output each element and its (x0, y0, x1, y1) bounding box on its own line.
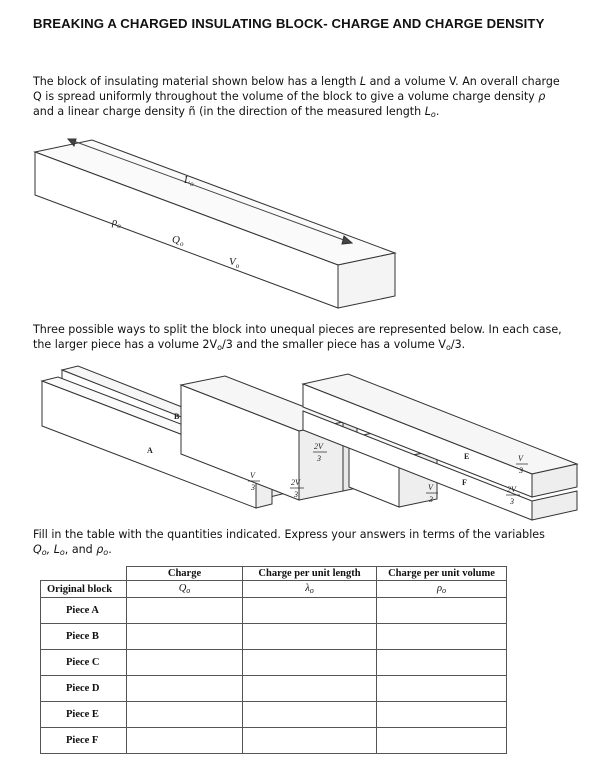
table-row (41, 702, 507, 728)
row-label: Piece C (41, 650, 127, 676)
charge-table (40, 566, 507, 754)
label-length: $L_o$ (184, 174, 194, 188)
svg-text:3: 3 (510, 497, 514, 506)
svg-text:3: 3 (519, 466, 523, 475)
label-piece-f: F (462, 478, 467, 487)
original-charge-cell: $Q_o$ (127, 581, 243, 598)
label-charge: $Q_o$ (172, 234, 184, 248)
svg-text:V: V (428, 483, 433, 492)
answer-cell[interactable] (127, 650, 243, 676)
answer-cell[interactable] (127, 702, 243, 728)
svg-text:3: 3 (251, 483, 255, 492)
answer-cell[interactable] (243, 624, 377, 650)
answer-cell[interactable] (377, 676, 507, 702)
label-rho: $\rho_o$ (112, 216, 121, 230)
svg-text:3: 3 (294, 490, 298, 499)
svg-text:V: V (518, 454, 523, 463)
answer-cell[interactable] (377, 650, 507, 676)
header-charge: Charge (127, 567, 243, 581)
row-label: Original block (41, 581, 127, 598)
answer-cell[interactable] (377, 624, 507, 650)
table-row (41, 581, 507, 598)
table-row (41, 624, 507, 650)
split-paragraph: Three possible ways to split the block into unequal pieces are represented below. In each case, the larger piece has a volume $2V_o/3$ and the smaller piece has a volume $V_o/3$. (33, 323, 562, 352)
answer-cell[interactable] (127, 598, 243, 624)
header-charge-per-volume: Charge per unit volume (377, 567, 507, 581)
row-label: Piece B (41, 624, 127, 650)
page-title: BREAKING A CHARGED INSULATING BLOCK- CHARGE AND CHARGE DENSITY (33, 16, 545, 31)
label-piece-a: A (147, 446, 153, 455)
answer-cell[interactable] (377, 598, 507, 624)
answer-cell[interactable] (127, 728, 243, 754)
answer-cell[interactable] (243, 650, 377, 676)
answer-cell[interactable] (377, 702, 507, 728)
row-label: Piece F (41, 728, 127, 754)
row-label: Piece D (41, 676, 127, 702)
table-row (41, 650, 507, 676)
answer-cell[interactable] (243, 728, 377, 754)
answer-cell[interactable] (127, 624, 243, 650)
answer-cell[interactable] (243, 598, 377, 624)
header-charge-per-length: Charge per unit length (243, 567, 377, 581)
svg-text:V: V (250, 471, 255, 480)
row-label: Piece A (41, 598, 127, 624)
table-row (41, 728, 507, 754)
label-piece-e: E (464, 452, 470, 461)
fill-paragraph: Fill in the table with the quantities indicated. Express your answers in terms of the variables $Q_o$, $L_o$, and $\rho_o$. (33, 528, 545, 557)
original-rho-cell: $\rho_o$ (377, 581, 507, 598)
row-label: Piece E (41, 702, 127, 728)
svg-text:2V: 2V (314, 442, 323, 451)
table-row (41, 676, 507, 702)
table-row (41, 598, 507, 624)
figure-original-block (35, 139, 395, 308)
table-corner (41, 567, 127, 581)
svg-text:2V: 2V (291, 478, 300, 487)
answer-cell[interactable] (243, 676, 377, 702)
intro-paragraph: The block of insulating material shown below has a length L and a volume V. An overall charge Q is spread uniformly throughout the volume of the block to give a volume charge density ρ and a linear charge density ñ (in the direction of the measured length $L_o$. (33, 75, 560, 119)
label-volume: $V_o$ (229, 256, 240, 270)
answer-cell[interactable] (377, 728, 507, 754)
label-piece-b: B (174, 412, 180, 421)
answer-cell[interactable] (243, 702, 377, 728)
svg-text:2V: 2V (507, 485, 516, 494)
answer-cell[interactable] (127, 676, 243, 702)
svg-text:3: 3 (317, 454, 321, 463)
original-lambda-cell: $\lambda_o$ (243, 581, 377, 598)
svg-text:3: 3 (429, 495, 433, 504)
